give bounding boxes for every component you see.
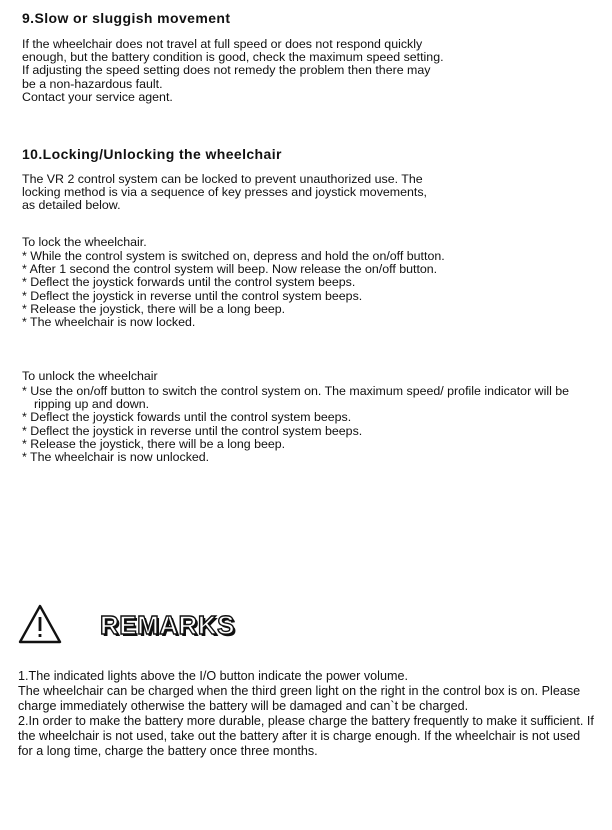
unlock-steps <box>22 385 592 464</box>
lock-step: * Deflect the joystick forwards until the control system beeps. <box>22 276 592 289</box>
section-9-line: If adjusting the speed setting does not remedy the problem then there may <box>22 63 431 78</box>
section-10-heading: 10.Locking/Unlocking the wheelchair <box>22 146 282 162</box>
remarks-header <box>18 604 318 654</box>
unlock-step: * Deflect the joystick in reverse until the control system beeps. <box>22 425 592 438</box>
unlock-step: * The wheelchair is now unlocked. <box>22 451 592 464</box>
section-10-intro <box>22 173 588 213</box>
lock-step: * While the control system is switched on, depress and hold the on/off button. <box>22 250 592 263</box>
unlock-step: * Release the joystick, there will be a long beep. <box>22 438 592 451</box>
section-9-line: If the wheelchair does not travel at full speed or does not respond quickly <box>22 37 423 51</box>
warning-triangle-icon <box>18 604 62 644</box>
unlock-step: * Deflect the joystick fowards until the control system beeps. <box>22 411 592 424</box>
section-10-intro-line: as detailed below. <box>22 198 121 213</box>
lock-step: * The wheelchair is now locked. <box>22 316 592 329</box>
lock-step: * Release the joystick, there will be a long beep. <box>22 303 592 316</box>
lock-steps <box>22 250 592 329</box>
section-9-line: enough, but the battery condition is good, check the maximum speed setting. <box>22 50 444 65</box>
section-10-intro-line: The VR 2 control system can be locked to prevent unauthorized use. The <box>22 172 423 186</box>
section-9-heading: 9.Slow or sluggish movement <box>22 10 231 26</box>
unlock-title: To unlock the wheelchair <box>22 369 158 383</box>
remarks-body <box>18 669 594 759</box>
lock-step: * After 1 second the control system will beep. Now release the on/off button. <box>22 263 592 276</box>
section-9-line: be a non-hazardous fault. <box>22 76 163 91</box>
remarks-paragraph: The wheelchair can be charged when the third green light on the right in the control box is on. Please charge immediately otherwise the battery will be damaged and can`t be charged. <box>18 684 581 713</box>
lock-step: * Deflect the joystick in reverse until the control system beeps. <box>22 290 592 303</box>
section-9-body <box>22 38 588 104</box>
remarks-paragraph: 1.The indicated lights above the I/O button indicate the power volume. <box>18 669 408 683</box>
remarks-title: REMARKS <box>100 610 235 640</box>
unlock-step: * Use the on/off button to switch the control system on. The maximum speed/ profile indicator will be ripping up and down. <box>22 385 592 411</box>
lock-title: To lock the wheelchair. <box>22 235 147 249</box>
section-10-intro-line: locking method is via a sequence of key presses and joystick movements, <box>22 185 427 200</box>
remarks-paragraph: 2.In order to make the battery more durable, please charge the battery frequently to make it sufficient. If the wheelchair is not used, take out the battery after it is charge enough. If the wheelchair is not used for a long time, charge the battery once three months. <box>18 714 594 758</box>
section-9-line: Contact your service agent. <box>22 89 173 104</box>
